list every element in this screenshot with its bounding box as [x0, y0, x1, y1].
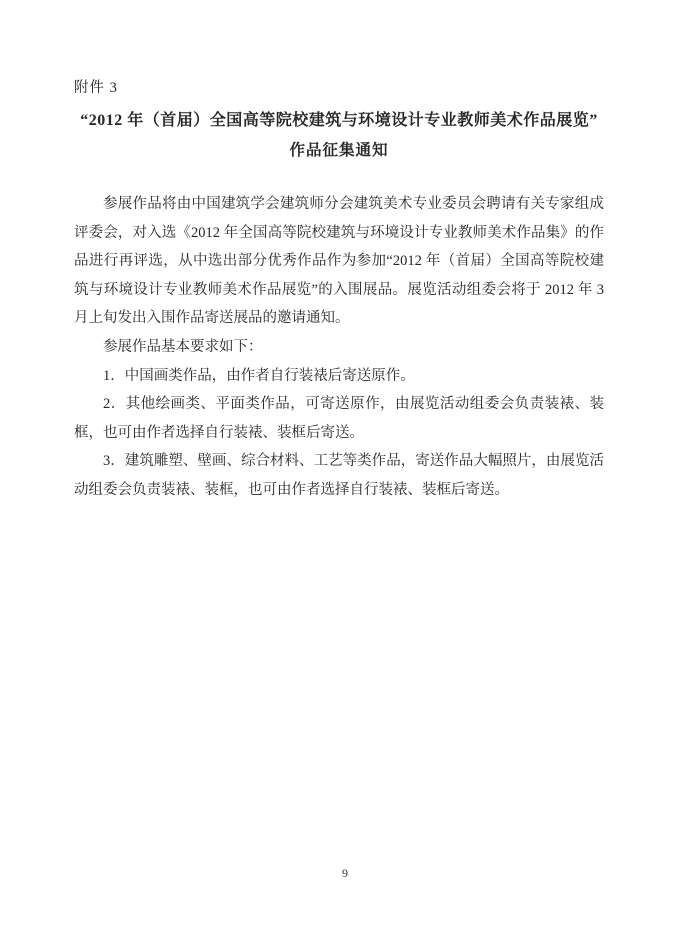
paragraph-item-2: 2．其他绘画类、平面类作品，可寄送原作，由展览活动组委会负责装裱、装框，也可由作者选择自行装裱、装框后寄送。	[74, 396, 604, 441]
page-number: 9	[342, 866, 348, 880]
paragraph-item-3: 3．建筑雕塑、壁画、综合材料、工艺等类作品，寄送作品大幅照片，由展览活动组委会负责装裱、装框，也可由作者选择自行装裱、装框后寄送。	[74, 453, 604, 498]
document-body	[74, 190, 604, 505]
paragraph-item-1: 1．中国画类作品，由作者自行装裱后寄送原作。	[103, 367, 415, 384]
paragraph-requirements-lead: 参展作品基本要求如下：	[103, 338, 263, 355]
attachment-label: 附件 3	[74, 80, 118, 96]
document-subtitle: 作品征集通知	[289, 142, 389, 159]
document-title: “2012 年（首届）全国高等院校建筑与环境设计专业教师美术作品展览”	[80, 112, 598, 129]
paragraph-intro: 参展作品将由中国建筑学会建筑师分会建筑美术专业委员会聘请有关专家组成评委会，对入选《2012 年全国高等院校建筑与环境设计专业教师美术作品集》的作品进行再评选，从中选出部分优秀作品作为参加“2012 年（首届）全国高等院校建筑与环境设计专业教师美术作品展览”的入围展品。展览活动组委会将于 2012 年 3 月上旬发出入围作品寄送展品的邀请通知。	[74, 196, 604, 327]
